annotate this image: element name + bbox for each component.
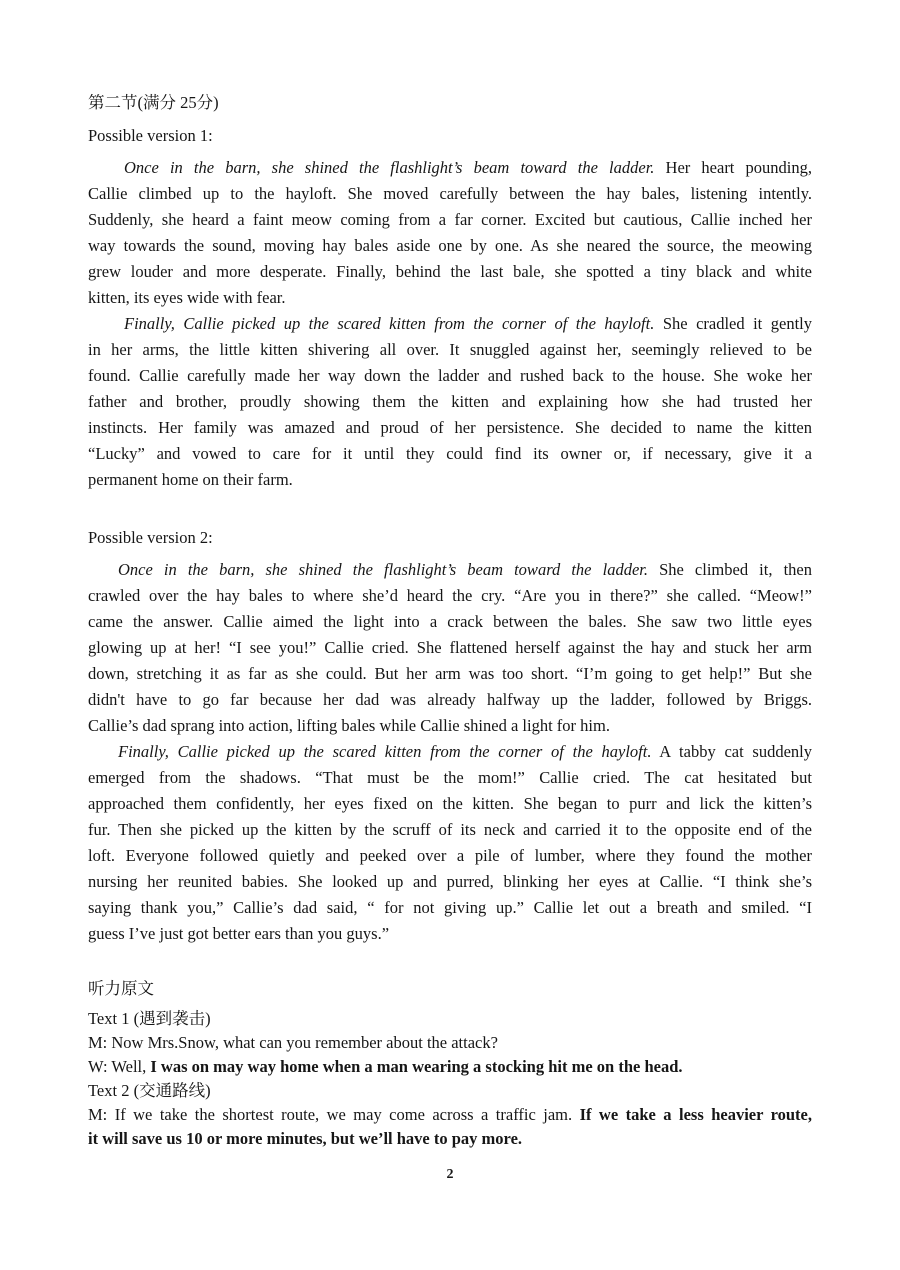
v2-p2-line-4: fur. Then she picked up the kitten by the scruff of its neck and carried it to the opposite end of the bbox=[88, 820, 812, 839]
text-1-woman-line bbox=[88, 1056, 812, 1078]
text-2-man-line-1 bbox=[88, 1104, 812, 1126]
v1-p2-line-6: “Lucky” and vowed to care for it until they could find its owner or, if necessary, give it a bbox=[88, 444, 812, 463]
v2-p1-line-7: Callie’s dad sprang into action, lifting bales while Callie shined a light for him. bbox=[88, 716, 610, 735]
text-1-man-line: M: Now Mrs.Snow, what can you remember about the attack? bbox=[88, 1033, 498, 1052]
v1-p1-line-1 bbox=[124, 157, 812, 179]
v2-p2-line-6: nursing her reunited babies. She looked up and purred, blinking her eyes at Callie. “I think she’s bbox=[88, 872, 812, 891]
v2-p1-line-3: came the answer. Callie aimed the light into a crack between the bales. She saw two little eyes bbox=[88, 612, 812, 631]
page-number: 2 bbox=[446, 1167, 454, 1182]
v1-p2-opening-sentence: Finally, Callie picked up the scared kitten from the corner of the hayloft. bbox=[124, 314, 655, 333]
v1-p2-line-4: father and brother, proudly showing them the kitten and explaining how she had trusted her bbox=[88, 392, 812, 411]
v1-p2-line-1 bbox=[124, 313, 812, 335]
v1-p1-line-6: kitten, its eyes wide with fear. bbox=[88, 288, 286, 307]
v2-p2-line-3: approached them confidently, her eyes fixed on the kitten. She began to purr and lick the kitten’s bbox=[88, 794, 812, 813]
listening-heading: 听力原文 bbox=[88, 979, 154, 998]
v1-p2-line-2: in her arms, the little kitten shivering all over. It snuggled against her, seemingly relieved to be bbox=[88, 340, 812, 359]
v2-p2-line-8: guess I’ve just got better ears than you guys.” bbox=[88, 924, 390, 943]
text-1-woman-prefix: W: Well, bbox=[88, 1057, 151, 1076]
v1-p1-opening-sentence: Once in the barn, she shined the flashlight’s beam toward the ladder. bbox=[124, 158, 655, 177]
version-1-title: Possible version 1: bbox=[88, 126, 213, 145]
v2-p1-line-1 bbox=[118, 559, 812, 581]
v2-p2-opening-sentence: Finally, Callie picked up the scared kitten from the corner of the hayloft. bbox=[118, 742, 652, 761]
text-1-title: Text 1 (遇到袭击) bbox=[88, 1009, 211, 1028]
text-2-man-answer-part-1: If we take a less heavier route, bbox=[579, 1105, 812, 1124]
v2-p1-line-5: down, stretching it as far as she could. But her arm was too short. “I’m going to get help!” But she bbox=[88, 664, 812, 683]
v1-p2-line-7: permanent home on their farm. bbox=[88, 470, 293, 489]
v2-p1-line-1-rest: She climbed it, then bbox=[647, 560, 812, 579]
version-2-title: Possible version 2: bbox=[88, 528, 213, 547]
v1-p1-line-5: grew louder and more desperate. Finally, behind the last bale, she spotted a tiny black and white bbox=[88, 262, 812, 281]
v2-p2-line-5: loft. Everyone followed quietly and peeked over a pile of lumber, where they found the mother bbox=[88, 846, 812, 865]
v2-p1-line-2: crawled over the hay bales to where she’d heard the cry. “Are you in there?” she called. “Meow!” bbox=[88, 586, 812, 605]
v2-p1-line-4: glowing up at her! “I see you!” Callie cried. She flattened herself against the hay and stuck her arm bbox=[88, 638, 812, 657]
v2-p2-line-1-rest: A tabby cat suddenly bbox=[651, 742, 812, 761]
text-2-title: Text 2 (交通路线) bbox=[88, 1081, 211, 1100]
v1-p2-line-1-rest: She cradled it gently bbox=[654, 314, 812, 333]
v2-p1-line-6: didn't have to go far because her dad was already halfway up the ladder, followed by Briggs. bbox=[88, 690, 812, 709]
text-2-man-line-2: it will save us 10 or more minutes, but we’ll have to pay more. bbox=[88, 1129, 523, 1148]
v2-p1-opening-sentence: Once in the barn, she shined the flashlight’s beam toward the ladder. bbox=[118, 560, 648, 579]
section-heading: 第二节(满分 25分) bbox=[88, 93, 219, 112]
v1-p2-line-5: instincts. Her family was amazed and proud of her persistence. She decided to name the kitten bbox=[88, 418, 812, 437]
text-1-woman-answer: I was on may way home when a man wearing a stocking hit me on the head. bbox=[150, 1057, 683, 1076]
text-2-man-prefix: M: If we take the shortest route, we may come across a traffic jam. bbox=[88, 1105, 580, 1124]
v2-p2-line-2: emerged from the shadows. “That must be the mom!” Callie cried. The cat hesitated but bbox=[88, 768, 812, 787]
v1-p1-line-3: Suddenly, she heard a faint meow coming from a far corner. Excited but cautious, Callie inched her bbox=[88, 210, 812, 229]
v1-p2-line-3: found. Callie carefully made her way down the ladder and rushed back to the house. She woke her bbox=[88, 366, 812, 385]
v1-p1-line-2: Callie climbed up to the hayloft. She moved carefully between the hay bales, listening intently. bbox=[88, 184, 812, 203]
v1-p1-line-1-rest: Her heart pounding, bbox=[654, 158, 812, 177]
v2-p2-line-7: saying thank you,” Callie’s dad said, “ for not giving up.” Callie let out a breath and smiled. “I bbox=[88, 898, 812, 917]
v2-p2-line-1 bbox=[118, 741, 812, 763]
v1-p1-line-4: way towards the sound, moving hay bales aside one by one. As she neared the source, the meowing bbox=[88, 236, 812, 255]
